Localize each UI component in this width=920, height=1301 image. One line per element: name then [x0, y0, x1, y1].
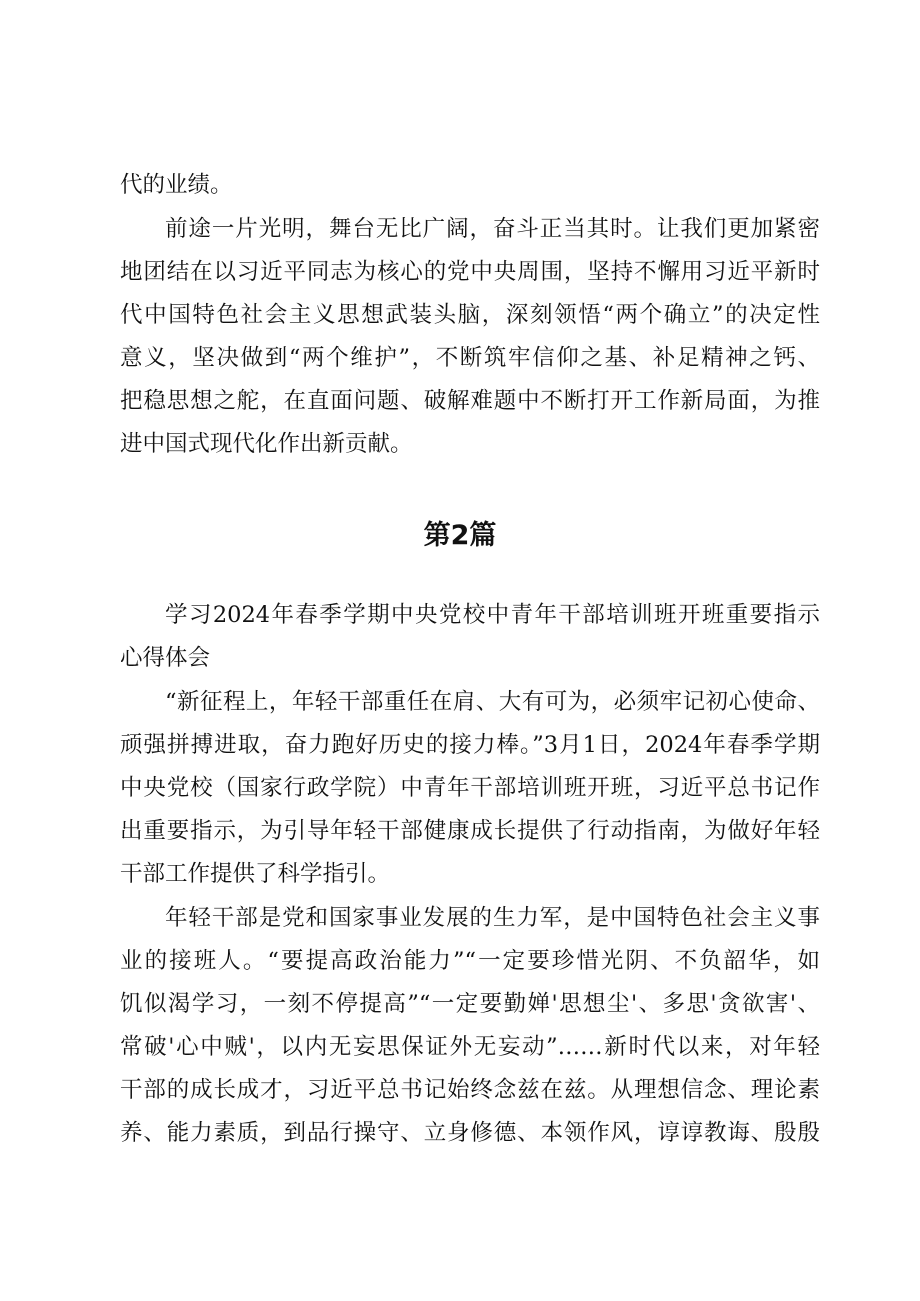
article-title-line-2: 心得体会 [120, 645, 211, 671]
paragraph-line-5: 意义，坚决做到“两个维护”，不断筑牢信仰之基、补足精神之钙、 [120, 345, 820, 371]
paragraph-line-12: 干部工作提供了科学指引。 [120, 861, 391, 887]
paragraph-line-6: 把稳思想之舵，在直面问题、破解难题中不断打开工作新局面，为推 [120, 388, 820, 414]
paragraph-line-1: 代的业绩。 [120, 172, 233, 198]
paragraph-line-7: 进中国式现代化作出新贡献。 [120, 431, 413, 457]
paragraph-line-10: 中央党校（国家行政学院）中青年干部培训班开班，习近平总书记作 [120, 775, 820, 801]
article-title-line-1: 学习2024年春季学期中央党校中青年干部培训班开班重要指示 [165, 602, 820, 628]
paragraph-line-16: 常破'心中贼'，以内无妄思保证外无妄动”……新时代以来，对年轻 [120, 1034, 820, 1060]
paragraph-line-2: 前途一片光明，舞台无比广阔，奋斗正当其时。让我们更加紧密 [165, 216, 820, 242]
paragraph-line-18: 养、能力素质，到品行操守、立身修德、本领作风，谆谆教诲、殷殷 [120, 1120, 820, 1146]
paragraph-line-14: 业的接班人。“要提高政治能力”“一定要珍惜光阴、不负韶华，如 [120, 948, 820, 974]
paragraph-line-15: 饥似渴学习，一刻不停提高”“一定要勤婵'思想尘'、多思'贪欲害'、 [120, 991, 820, 1017]
paragraph-line-13: 年轻干部是党和国家事业发展的生力军，是中国特色社会主义事 [165, 905, 820, 931]
paragraph-line-8: “新征程上，年轻干部重任在肩、大有可为，必须牢记初心使命、 [165, 689, 820, 715]
paragraph-line-3: 地团结在以习近平同志为核心的党中央周围，坚持不懈用习近平新时 [120, 259, 820, 285]
paragraph-line-11: 出重要指示，为引导年轻干部健康成长提供了行动指南，为做好年轻 [120, 818, 820, 844]
section-heading: 第2篇 [423, 520, 497, 551]
paragraph-line-9: 顽强拼搏进取，奋力跑好历史的接力棒。”3月1日，2024年春季学期 [120, 732, 820, 758]
paragraph-line-4: 代中国特色社会主义思想武装头脑，深刻领悟“两个确立”的决定性 [120, 302, 820, 328]
paragraph-line-17: 干部的成长成才，习近平总书记始终念兹在兹。从理想信念、理论素 [120, 1077, 820, 1103]
